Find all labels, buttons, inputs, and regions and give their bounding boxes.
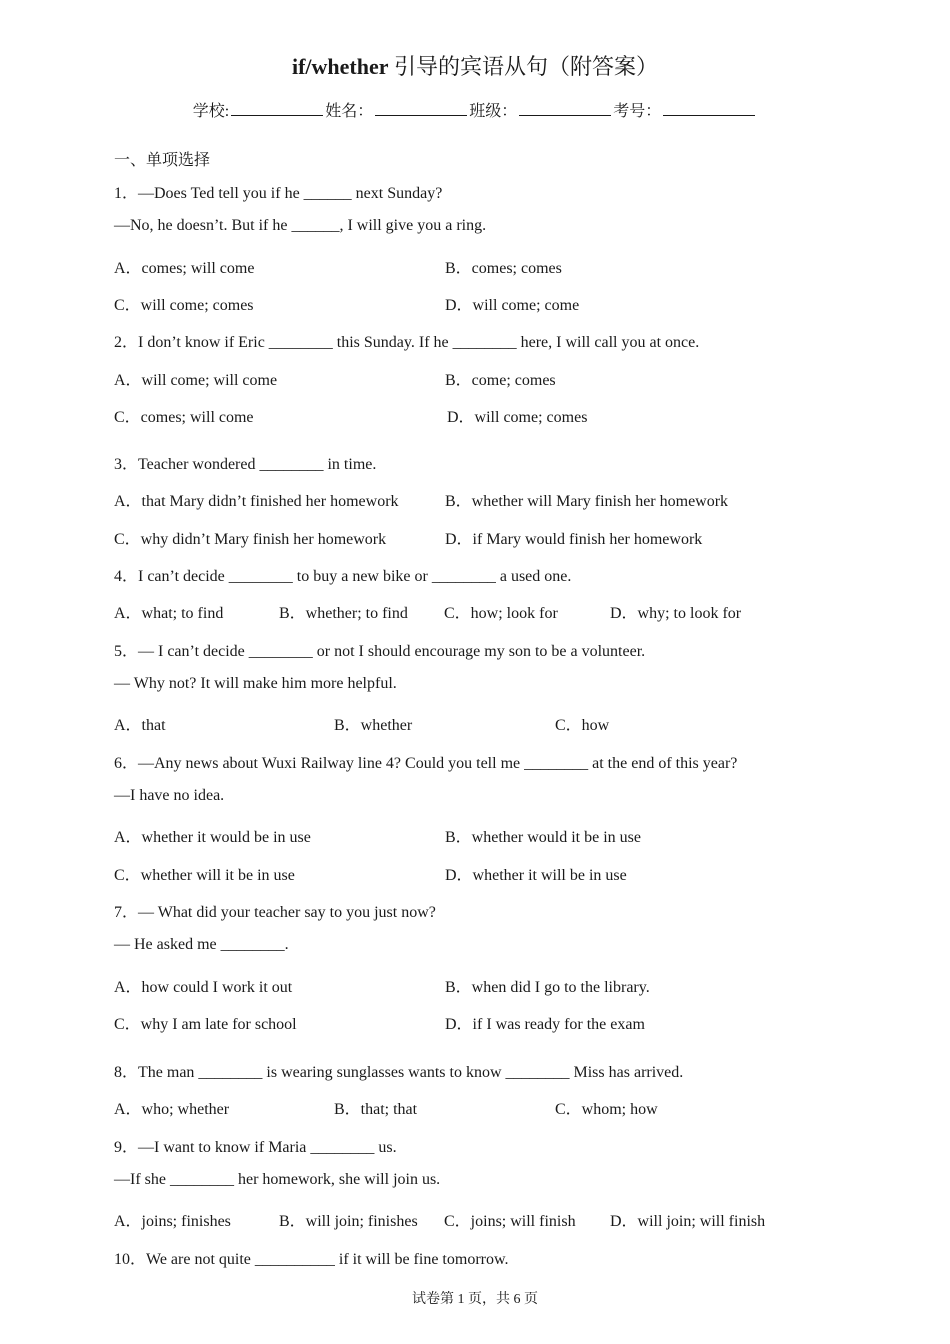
question-5-option-a[interactable]: A．that [114,717,166,734]
question-1-stem: 1．—Does Ted tell you if he ______ next Sunday? [114,185,443,202]
page-footer: 试卷第 1 页，共 6 页 [412,1292,538,1307]
question-4-option-b[interactable]: B．whether; to find [279,605,408,622]
question-5-stem: 5．— I can’t decide ________ or not I should encourage my son to be a volunteer. [114,643,646,660]
question-1-option-a[interactable]: A．comes; will come [114,260,255,277]
question-2-option-c[interactable]: C．comes; will come [114,409,254,426]
question-3-option-c[interactable]: C．why didn’t Mary finish her homework [114,531,387,548]
question-6-option-b[interactable]: B．whether would it be in use [445,829,641,846]
question-9-option-a[interactable]: A．joins; finishes [114,1213,231,1230]
question-7-line-2: — He asked me ________. [114,936,289,953]
question-10-stem: 10．We are not quite __________ if it will be fine tomorrow. [114,1251,509,1268]
question-9-line-2: —If she ________ her homework, she will join us. [114,1171,441,1188]
question-9-option-b[interactable]: B．will join; finishes [279,1213,418,1230]
section-title: 一、单项选择 [114,152,211,169]
question-7-stem: 7．— What did your teacher say to you just now? [114,904,436,921]
question-2-option-d[interactable]: D．will come; comes [447,409,588,426]
question-3-stem: 3．Teacher wondered ________ in time. [114,456,377,473]
title-cn: 引导的宾语从句（附答案） [388,54,659,79]
school-blank[interactable] [231,101,323,116]
question-8-option-a[interactable]: A．who; whether [114,1101,230,1118]
question-7-option-d[interactable]: D．if I was ready for the exam [445,1016,645,1033]
question-1-option-b[interactable]: B．comes; comes [445,260,562,277]
question-8-option-c[interactable]: C．whom; how [555,1101,658,1118]
question-3-option-b[interactable]: B．whether will Mary finish her homework [445,493,729,510]
question-8-stem: 8．The man ________ is wearing sunglasses wants to know ________ Miss has arrived. [114,1064,684,1081]
question-7-option-b[interactable]: B．when did I go to the library. [445,979,650,996]
name-blank[interactable] [375,101,467,116]
question-6-option-c[interactable]: C．whether will it be in use [114,867,295,884]
question-7-option-a[interactable]: A．how could I work it out [114,979,293,996]
class-label: 班级： [469,103,518,120]
question-4-option-d[interactable]: D．why; to look for [610,605,742,622]
question-5-option-b[interactable]: B．whether [334,717,413,734]
question-2-option-a[interactable]: A．will come; will come [114,372,278,389]
question-1-line-2: —No, he doesn’t. But if he ______, I will give you a ring. [114,217,487,234]
question-4-option-c[interactable]: C．how; look for [444,605,558,622]
question-9-option-c[interactable]: C．joins; will finish [444,1213,576,1230]
question-7-option-c[interactable]: C．why I am late for school [114,1016,297,1033]
class-blank[interactable] [519,101,611,116]
question-2-stem: 2．I don’t know if Eric ________ this Sunday. If he ________ here, I will call you at once. [114,334,700,351]
question-2-option-b[interactable]: B．come; comes [445,372,556,389]
page-title [0,50,950,81]
question-6-line-2: —I have no idea. [114,787,225,804]
school-label: 学校: [192,103,230,120]
exam-blank[interactable] [663,101,755,116]
student-info-row [0,98,950,121]
question-6-option-d[interactable]: D．whether it will be in use [445,867,627,884]
question-6-option-a[interactable]: A．whether it would be in use [114,829,311,846]
question-4-option-a[interactable]: A．what; to find [114,605,224,622]
question-5-line-2: — Why not? It will make him more helpful. [114,675,397,692]
question-3-option-a[interactable]: A．that Mary didn’t finished her homework [114,493,399,510]
question-4-stem: 4．I can’t decide ________ to buy a new bike or ________ a used one. [114,568,572,585]
question-9-option-d[interactable]: D．will join; will finish [610,1213,766,1230]
question-9-stem: 9．—I want to know if Maria ________ us. [114,1139,397,1156]
name-label: 姓名： [325,103,374,120]
question-1-option-c[interactable]: C．will come; comes [114,297,254,314]
title-en: if/whether [291,54,389,79]
question-8-option-b[interactable]: B．that; that [334,1101,418,1118]
exam-label: 考号： [613,103,662,120]
question-5-option-c[interactable]: C．how [555,717,610,734]
question-1-option-d[interactable]: D．will come; come [445,297,580,314]
question-3-option-d[interactable]: D．if Mary would finish her homework [445,531,703,548]
question-6-stem: 6．—Any news about Wuxi Railway line 4? Could you tell me ________ at the end of this year? [114,755,738,772]
